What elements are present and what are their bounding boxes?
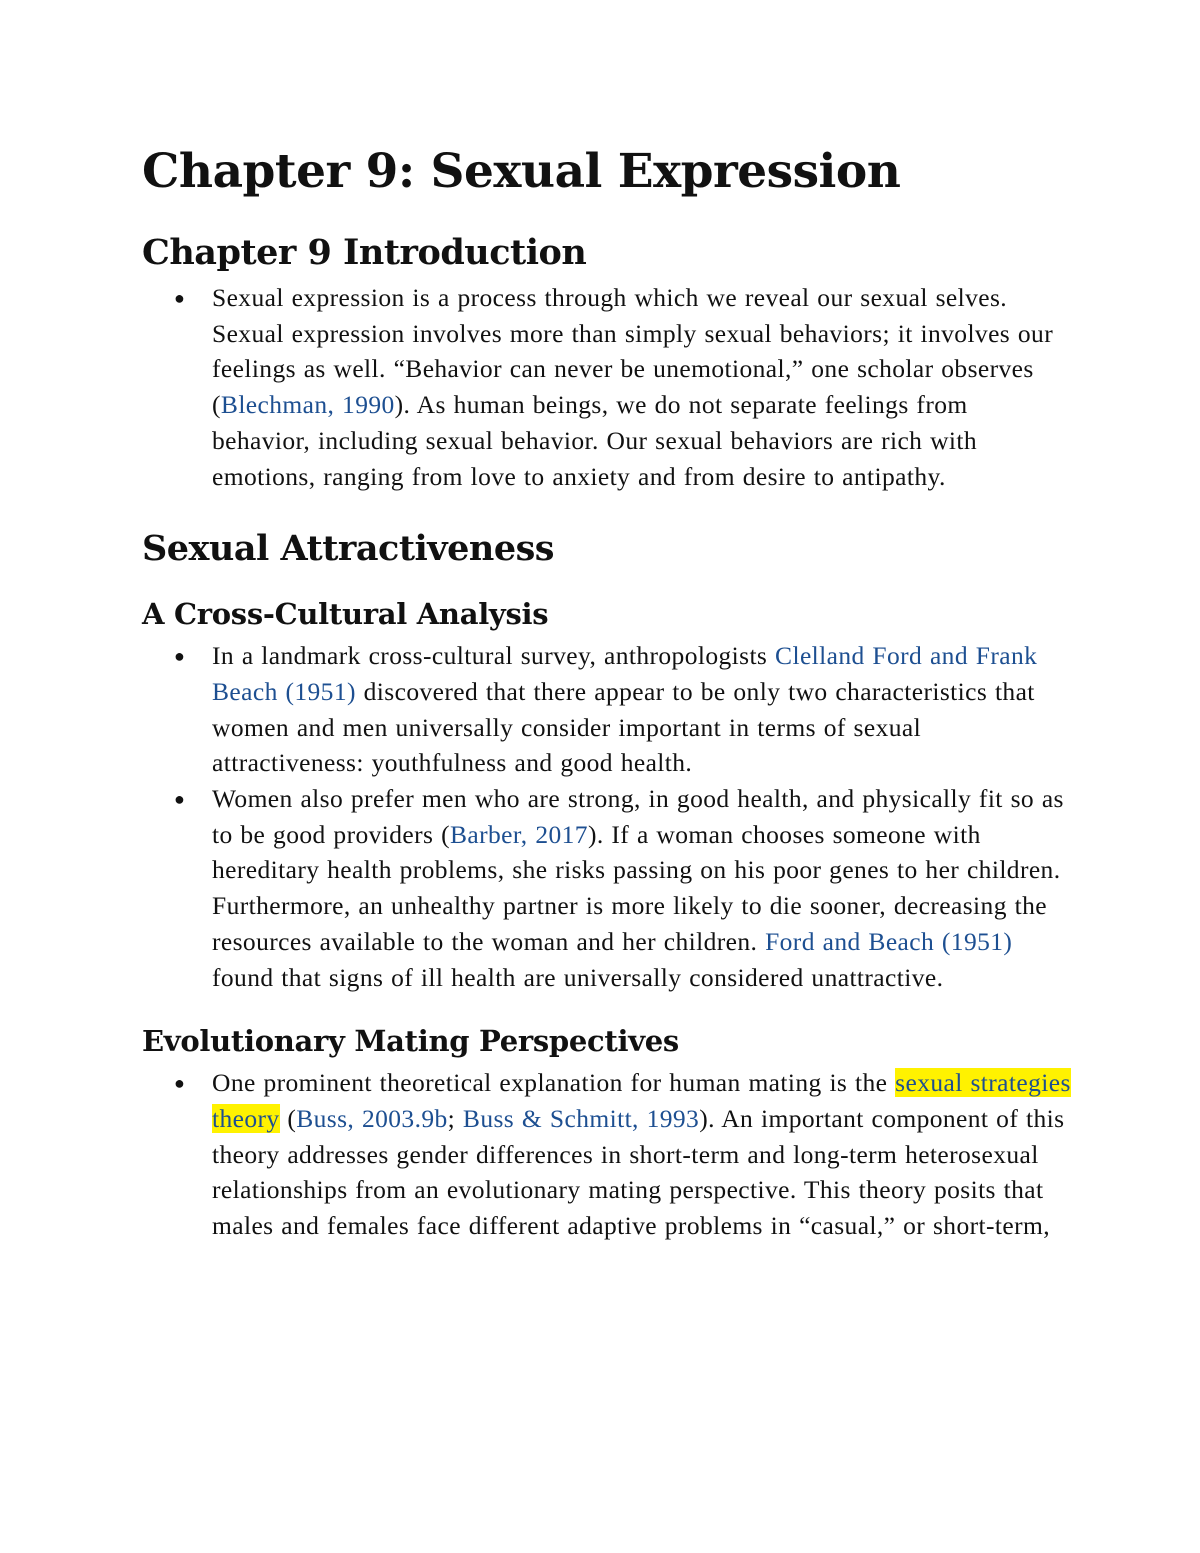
bullet-icon: ● <box>174 288 186 308</box>
citation-link-buss-schmitt[interactable]: Buss & Schmitt, 1993 <box>462 1103 700 1133</box>
citation-link-barber[interactable]: Barber, 2017 <box>450 819 588 849</box>
evolutionary-list <box>142 1065 1072 1244</box>
cross-b2-text-c: found that signs of ill health are universally considered unattractive. <box>212 962 944 992</box>
attractiveness-heading: Sexual Attractiveness <box>142 528 555 570</box>
list-item <box>142 638 1072 781</box>
evo-b1-text-c: ; <box>447 1103 463 1133</box>
cross-cultural-list <box>142 638 1072 995</box>
bullet-icon: ● <box>174 1073 186 1094</box>
document-body <box>142 142 1072 1244</box>
citation-link-ford-beach-2[interactable]: Ford and Beach (1951) <box>765 926 1013 956</box>
bullet-icon: ● <box>174 646 186 667</box>
list-item <box>142 781 1072 995</box>
intro-heading: Chapter 9 Introduction <box>142 232 587 273</box>
bullet-icon: ● <box>174 789 186 810</box>
chapter-title: Chapter 9: Sexual Expression <box>142 144 901 199</box>
evo-b1-text-b: ( <box>279 1103 297 1133</box>
cross-cultural-heading: A Cross-Cultural Analysis <box>142 597 549 632</box>
citation-link-blechman[interactable]: Blechman, 1990 <box>220 390 395 420</box>
list-item <box>142 1065 1072 1244</box>
evo-b1-text-d: ). An important component of this theory addresses gender differences in short-term and long-term heterosexual relationships from an evolutionary mating perspective. This theory posits that males and females face different adaptive problems in “casual,” or short-term, <box>212 1103 1065 1241</box>
cross-b2-text-b: ). If a woman chooses someone with hereditary health problems, she risks passing on his poor genes to her children. Furthermore, an unhealthy partner is more likely to die sooner, decreasing the resources available to the woman and her children. <box>212 819 1061 956</box>
list-item <box>142 280 1072 494</box>
evo-b1-text-a: One prominent theoretical explanation for human mating is the <box>212 1068 896 1098</box>
intro-list <box>142 280 1072 494</box>
highlighted-term-link[interactable]: sexual strategies theory <box>212 1068 1071 1133</box>
cross-b1-text-b: discovered that there appear to be only two characteristics that women and men universally consider important in terms of sexual attractiveness: youthfulness and good health. <box>212 676 1035 778</box>
citation-link-ford-beach[interactable]: Clelland Ford and Frank Beach (1951) <box>212 641 1038 706</box>
cross-b2-text-a: Women also prefer men who are strong, in good health, and physically fit so as to be good providers ( <box>212 784 1064 849</box>
citation-link-buss[interactable]: Buss, 2003.9b <box>296 1103 448 1133</box>
intro-text-a: Sexual expression is a process through which we reveal our sexual selves. Sexual expression involves more than simply sexual behaviors; it involves our feelings as well. “Behavior can never be unemotional,” one scholar observes ( <box>212 283 1054 420</box>
intro-text-b: ). As human beings, we do not separate feelings from behavior, including sexual behavior. Our sexual behaviors are rich with emotions, ranging from love to anxiety and from desire to antipathy. <box>212 390 978 491</box>
cross-b1-text-a: In a landmark cross-cultural survey, anthropologists <box>212 641 776 671</box>
evolutionary-heading: Evolutionary Mating Perspectives <box>142 1024 679 1059</box>
